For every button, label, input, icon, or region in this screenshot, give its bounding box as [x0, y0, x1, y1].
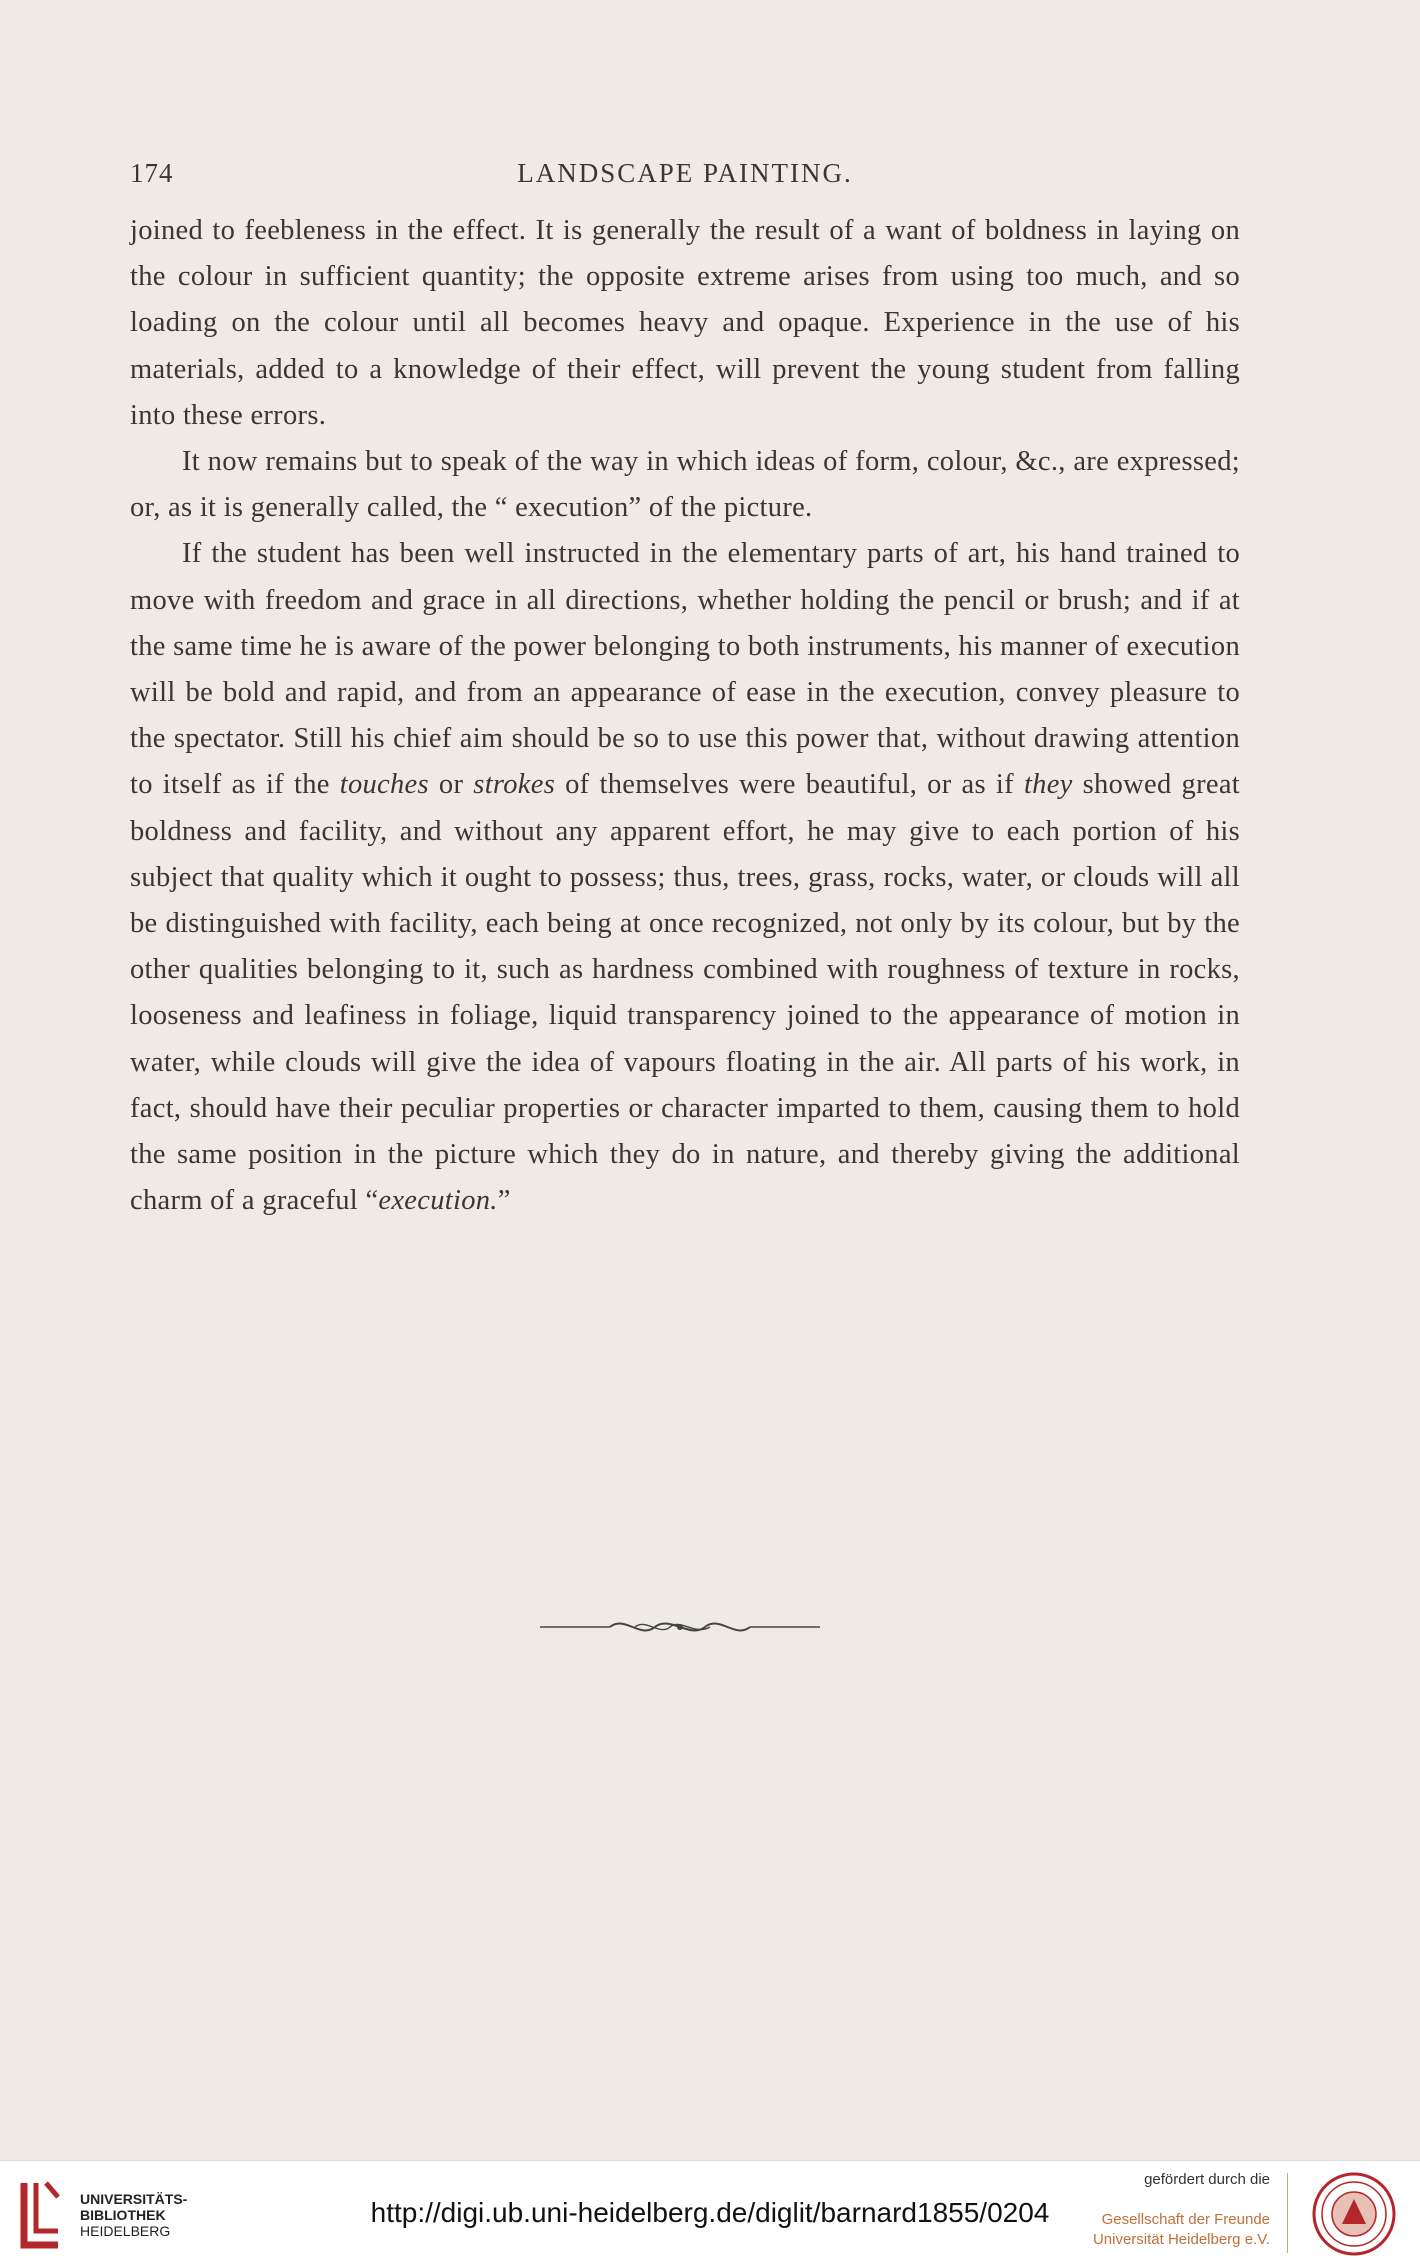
paragraph-1: joined to feebleness in the effect. It is generally the result of a want of boldness in laying on the colour in sufficient quantity; the opposite extreme arises from using too much, and so loading on the colour until all becomes heavy and opaque. Experience in the use of his materials, added to a knowledge of their effect, will prevent the young student from falling into these errors.: [130, 215, 1240, 431]
sponsor-label: gefördert durch die: [1144, 2171, 1270, 2188]
permalink-url[interactable]: http://digi.ub.uni-heidelberg.de/diglit/barnard1855/0204: [370, 2197, 1050, 2228]
library-name-line-2: BIBLIOTHEK: [80, 2207, 166, 2223]
paragraph-3: [130, 531, 1240, 1224]
paragraph-3-start: If the student has been well instructed in the elementary parts of art, his hand trained to move with freedom and grace in all directions, whether holding the pencil or brush; and if at the same time he is aware of the power belonging to both instruments, his manner of execution will be bold and rapid, and from an appearance of ease in the execution, convey pleasure to the spectator. Still his chief aim should be so to use this power that, without drawing attention to itself as if the: [130, 538, 1240, 801]
body-text: [130, 208, 1240, 1224]
sponsor-name-line-2: Universität Heidelberg e.V.: [1092, 2231, 1270, 2248]
library-name-line-1: UNIVERSITÄTS-: [80, 2191, 188, 2207]
paragraph-2: It now remains but to speak of the way in which ideas of form, colour, &c., are expressed; or, as it is generally called, the “ execution” of the picture.: [130, 446, 1240, 524]
sponsor-name-line-1: Gesellschaft der Freunde: [1101, 2211, 1270, 2228]
library-name-line-3: HEIDELBERG: [80, 2223, 171, 2239]
page-number: 174: [130, 158, 174, 188]
italic-execution: execution.: [378, 1185, 498, 1217]
sponsor-divider: [1287, 2173, 1288, 2253]
paragraph-3-close: ”: [497, 1185, 511, 1217]
italic-strokes: strokes: [473, 769, 556, 801]
paragraph-3-or: or: [428, 769, 474, 801]
page-header: [130, 158, 1240, 198]
italic-they: they: [1023, 769, 1073, 801]
digital-library-footer: [0, 2160, 1420, 2265]
italic-touches: touches: [339, 769, 429, 801]
paragraph-3-rest: showed great boldness and facility, and without any apparent effort, he may give to each portion of his subject that quality which it ought to possess; thus, trees, grass, rocks, water, or clouds will all be distinguished with facility, each being at once recognized, not only by its colour, but by the other qualities belonging to it, such as hardness combined with roughness of texture in rocks, looseness and leafiness in foliage, liquid transparency joined to the appearance of motion in water, while clouds will give the idea of vapours floating in the air. All parts of his work, in fact, should have their peculiar properties or character imparted to them, causing them to hold the same position in the picture which they do in nature, and thereby giving the additional charm of a graceful “: [130, 769, 1240, 1217]
paragraph-3-mid: of themselves were beautiful, or as if: [555, 769, 1024, 801]
ornament-divider: [540, 1612, 820, 1642]
running-head: LANDSCAPE PAINTING.: [517, 158, 853, 188]
university-seal-icon: [1304, 2169, 1404, 2259]
sponsor-block: [1093, 2171, 1270, 2250]
